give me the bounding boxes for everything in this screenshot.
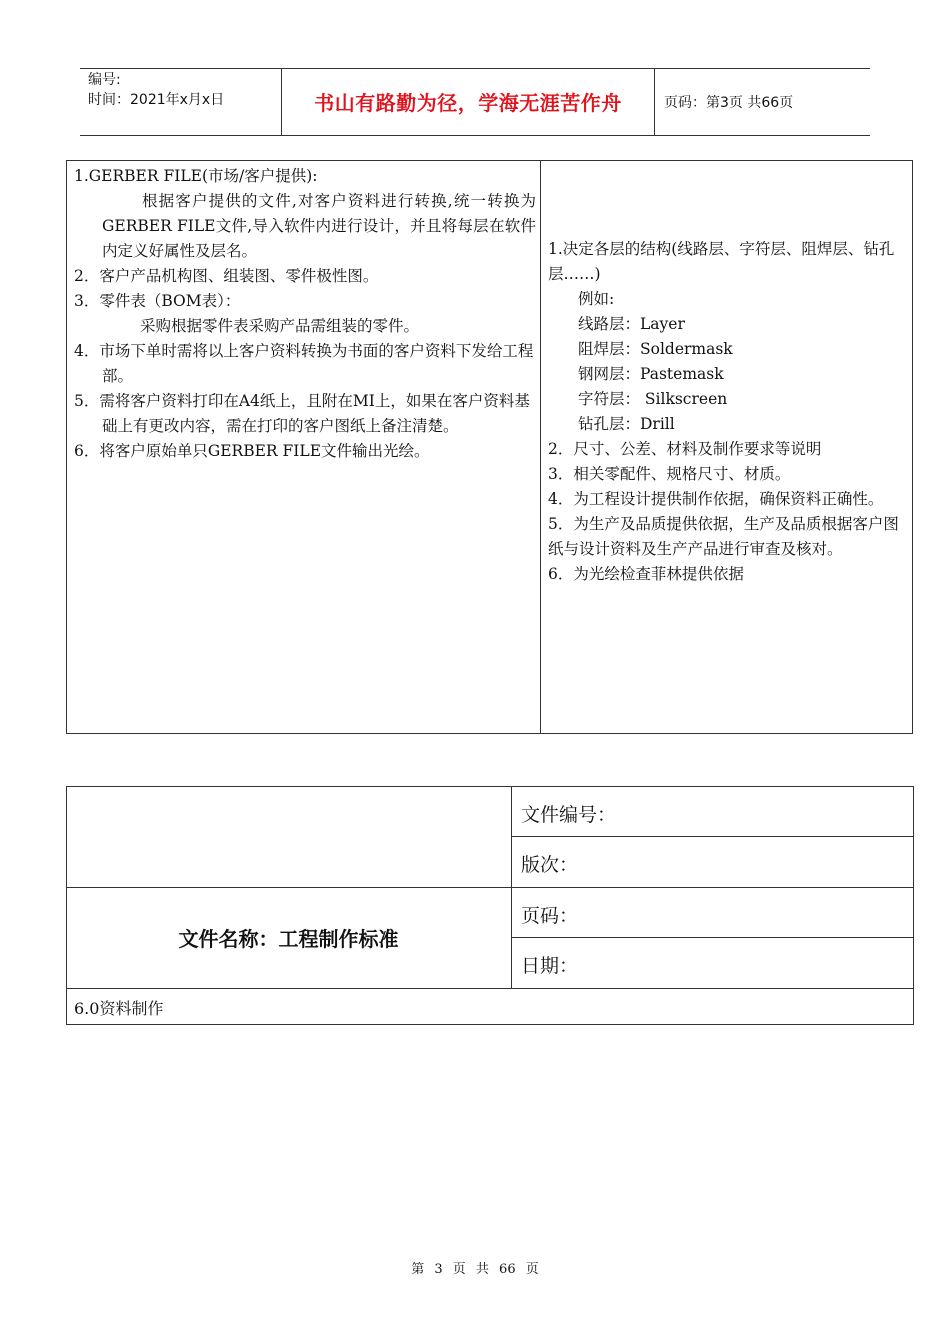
left-item-6: 6．将客户原始单只GERBER FILE文件输出光绘。 [74, 442, 430, 460]
header-page-info: 页码：第3页 共66页 [664, 95, 794, 111]
right-item-1: 1.决定各层的结构(线路层、字符层、阻焊层、钻孔层……) [548, 240, 895, 283]
layer-line: 线路层：Layer [578, 315, 685, 333]
customer-data-column [74, 164, 536, 464]
right-item-2: 2．尺寸、公差、材料及制作要求等说明 [548, 440, 822, 458]
page-footer: 第 3 页 共 66 页 [411, 1262, 539, 1277]
layer-line: 钢网层：Pastemask [578, 365, 724, 383]
left-item-3-body: 采购根据零件表采购产品需组装的零件。 [140, 317, 420, 335]
layer-line: 钻孔层：Drill [578, 415, 675, 433]
layer-line: 阻焊层：Soldermask [578, 340, 733, 358]
right-item-4: 4．为工程设计提供制作依据，确保资料正确性。 [548, 490, 884, 508]
date-label: 日期： [521, 955, 579, 977]
file-number-label: 文件编号： [521, 804, 617, 826]
right-item-5: 5．为生产及品质提供依据，生产及品质根据客户图纸与设计资料及生产产品进行审查及核对。 [548, 515, 899, 558]
left-item-2: 2．客户产品机构图、组装图、零件极性图。 [74, 267, 379, 285]
left-item-5: 5．需将客户资料打印在A4纸上，且附在MI上，如果在客户资料基础上有更改内容，需在打印的客户图纸上备注清楚。 [74, 392, 530, 435]
right-item-3: 3．相关零配件、规格尺寸、材质。 [548, 465, 791, 483]
right-item-6: 6．为光绘检查菲林提供依据 [548, 565, 744, 583]
serial-number-label: 编号: [88, 72, 121, 88]
purpose-column [548, 237, 908, 587]
layer-line: 字符层： Silkscreen [578, 390, 728, 408]
left-item-1-title: 1.GERBER FILE(市场/客户提供): [74, 167, 318, 185]
section-heading: 6.0资料制作 [74, 999, 164, 1018]
left-item-1-body: 根据客户提供的文件,对客户资料进行转换,统一转换为GERBER FILE文件,导入软件内进行设计，并且将每层在软件内定义好属性及层名。 [102, 192, 536, 260]
info-row-line [66, 988, 914, 989]
header-motto: 书山有路勤为径，学海无涯苦作舟 [314, 91, 622, 115]
header-meta [88, 70, 278, 110]
example-label: 例如: [578, 290, 615, 308]
document-title: 文件名称：工程制作标准 [178, 927, 399, 951]
left-item-3-title: 3．零件表（BOM表）： [74, 292, 241, 310]
page-label: 页码： [521, 905, 579, 927]
content-table-divider [540, 160, 541, 734]
version-label: 版次： [521, 854, 579, 876]
info-row-line [511, 937, 914, 938]
header-bottom-rule [80, 135, 870, 136]
left-item-4: 4．市场下单时需将以上客户资料转换为书面的客户资料下发给工程部。 [74, 342, 534, 385]
info-row-line [511, 836, 914, 837]
time-label: 时间：2021年x月x日 [88, 92, 225, 108]
header-divider-right [654, 68, 655, 135]
